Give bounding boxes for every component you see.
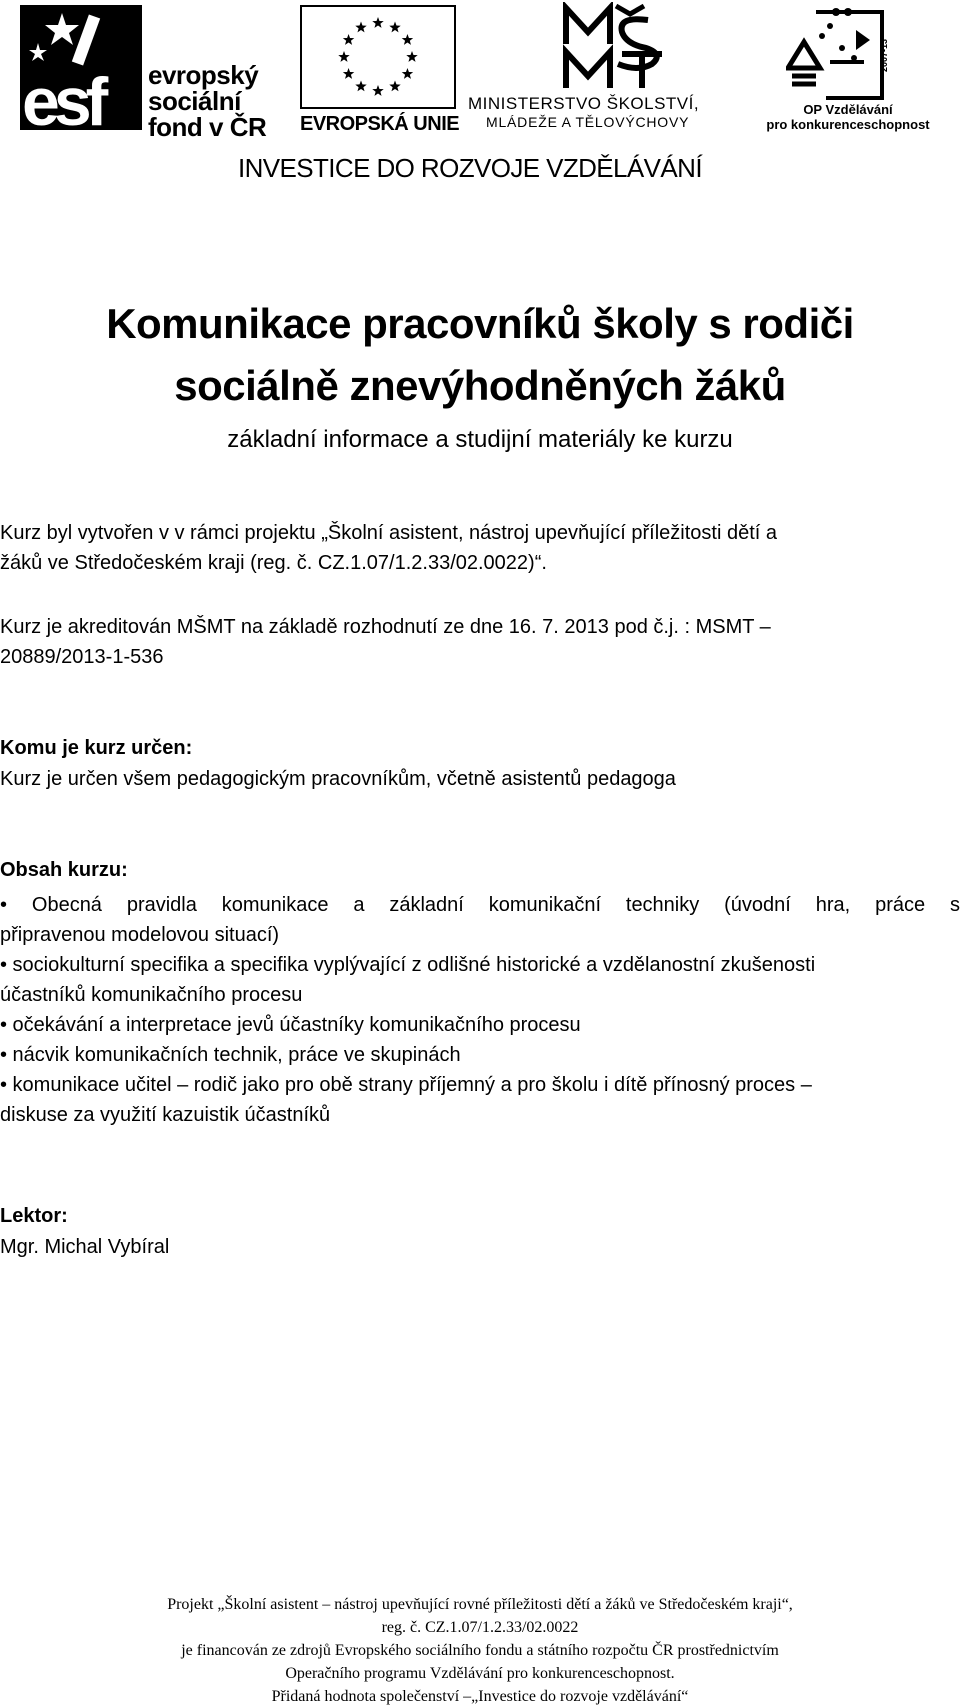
eu-star-icon	[402, 68, 413, 79]
lecturer-name: Mgr. Michal Vybíral	[0, 1236, 170, 1258]
eu-star-icon	[402, 34, 413, 45]
op-badge: 2007-13	[879, 38, 889, 72]
list-item-line: diskuse za využití kazuistik účastníků	[0, 1104, 331, 1126]
footer-line-2: reg. č. CZ.1.07/1.2.33/02.0022	[381, 1619, 579, 1636]
list-item	[0, 950, 960, 1010]
creation-line-2: žáků ve Středočeském kraji (reg. č. CZ.1.07/1.2.33/02.0022)“.	[0, 552, 547, 574]
investment-slogan: INVESTICE DO ROZVOJE VZDĚLÁVÁNÍ	[238, 153, 702, 183]
eu-star-icon	[343, 34, 354, 45]
msmt-logo-mark	[538, 2, 668, 92]
eu-star-icon	[389, 22, 400, 33]
course-content-list	[0, 890, 960, 1130]
footer-line-1: Projekt „Školní asistent – nástroj upevňující rovné příležitosti dětí a žáků ve Středočeském kraji“,	[167, 1596, 793, 1613]
accreditation-line-2: 20889/2013-1-536	[0, 646, 164, 668]
list-item	[0, 1070, 960, 1130]
list-item-line: • sociokulturní specifika a specifika vyplývající z odlišné historické a vzdělanostní zkušenosti	[0, 954, 816, 976]
document-title-line-1: Komunikace pracovníků školy s rodiči	[106, 300, 854, 347]
esf-logo-mark	[20, 5, 142, 130]
list-item-line: • komunikace učitel – rodič jako pro obě strany příjemný a pro školu i dítě přínosný proces –	[0, 1074, 812, 1096]
msmt-line-1: MINISTERSTVO ŠKOLSTVÍ,	[468, 94, 700, 113]
list-item-line: připravenou modelovou situací)	[0, 924, 280, 946]
accreditation-line-1: Kurz je akreditován MŠMT na základě rozhodnutí ze dne 16. 7. 2013 pod č.j. : MSMT –	[0, 616, 771, 638]
svg-text:esf: esf	[22, 64, 103, 130]
esf-line-3: fond v ČR	[148, 112, 267, 142]
creation-line-1: Kurz byl vytvořen v v rámci projektu „Školní asistent, nástroj upevňující příležitosti dětí a	[0, 522, 777, 544]
list-item-line: • očekávání a interpretace jevů účastníky komunikačního procesu	[0, 1014, 581, 1036]
document-title-line-2: sociálně znevýhodněných žáků	[174, 362, 786, 409]
esf-logo	[20, 5, 285, 142]
esf-logo-text	[148, 62, 266, 140]
footer-line-3: je financován ze zdrojů Evropského sociálního fondu a státního rozpočtu ČR prostřednictvím	[181, 1642, 779, 1659]
msmt-logo	[468, 2, 738, 132]
op-logo	[748, 2, 948, 134]
accreditation-paragraph	[0, 612, 960, 672]
creation-paragraph	[0, 518, 960, 578]
eu-star-icon	[355, 22, 366, 33]
logo-header	[0, 0, 960, 183]
course-content-heading: Obsah kurzu:	[0, 859, 128, 881]
eu-star-icon	[389, 80, 400, 91]
eu-star-icon	[372, 85, 383, 96]
target-audience-text: Kurz je určen všem pedagogickým pracovníkům, včetně asistentů pedagoga	[0, 768, 676, 790]
msmt-line-2: MLÁDEŽE A TĚLOVÝCHOVY	[486, 114, 690, 130]
msmt-logo-text	[468, 94, 738, 132]
eu-flag-icon	[300, 5, 456, 109]
eu-logo	[300, 5, 460, 133]
list-item-line: účastníků komunikačního procesu	[0, 984, 303, 1006]
eu-star-icon	[343, 68, 354, 79]
list-item	[0, 1040, 960, 1070]
esf-line-2: sociální	[148, 86, 241, 116]
op-line-2: pro konkurenceschopnost	[766, 117, 930, 132]
op-logo-mark	[786, 2, 896, 100]
eu-star-icon	[406, 51, 417, 62]
document-subtitle: základní informace a studijní materiály ke kurzu	[227, 426, 733, 453]
lecturer-heading: Lektor:	[0, 1205, 68, 1227]
eu-logo-label: EVROPSKÁ UNIE	[300, 113, 460, 135]
footer-line-5: Přidaná hodnota společenství –„Investice do rozvoje vzdělávání“	[271, 1688, 689, 1705]
list-item-line: • Obecná pravidla komunikace a základní komunikační techniky (úvodní hra, práce s	[0, 894, 960, 916]
list-item	[0, 1010, 960, 1040]
eu-star-icon	[372, 17, 383, 28]
eu-star-icon	[338, 51, 349, 62]
list-item	[0, 890, 960, 950]
esf-line-1: evropský	[148, 60, 259, 90]
footer-line-4: Operačního programu Vzdělávání pro konkurenceschopnost.	[285, 1665, 675, 1682]
funding-footer	[0, 1593, 960, 1708]
op-logo-text	[748, 102, 948, 132]
op-line-1: OP Vzdělávání	[803, 102, 893, 117]
list-item-line: • nácvik komunikačních technik, práce ve skupinách	[0, 1044, 461, 1066]
eu-star-icon	[355, 80, 366, 91]
target-audience-heading: Komu je kurz určen:	[0, 737, 193, 759]
